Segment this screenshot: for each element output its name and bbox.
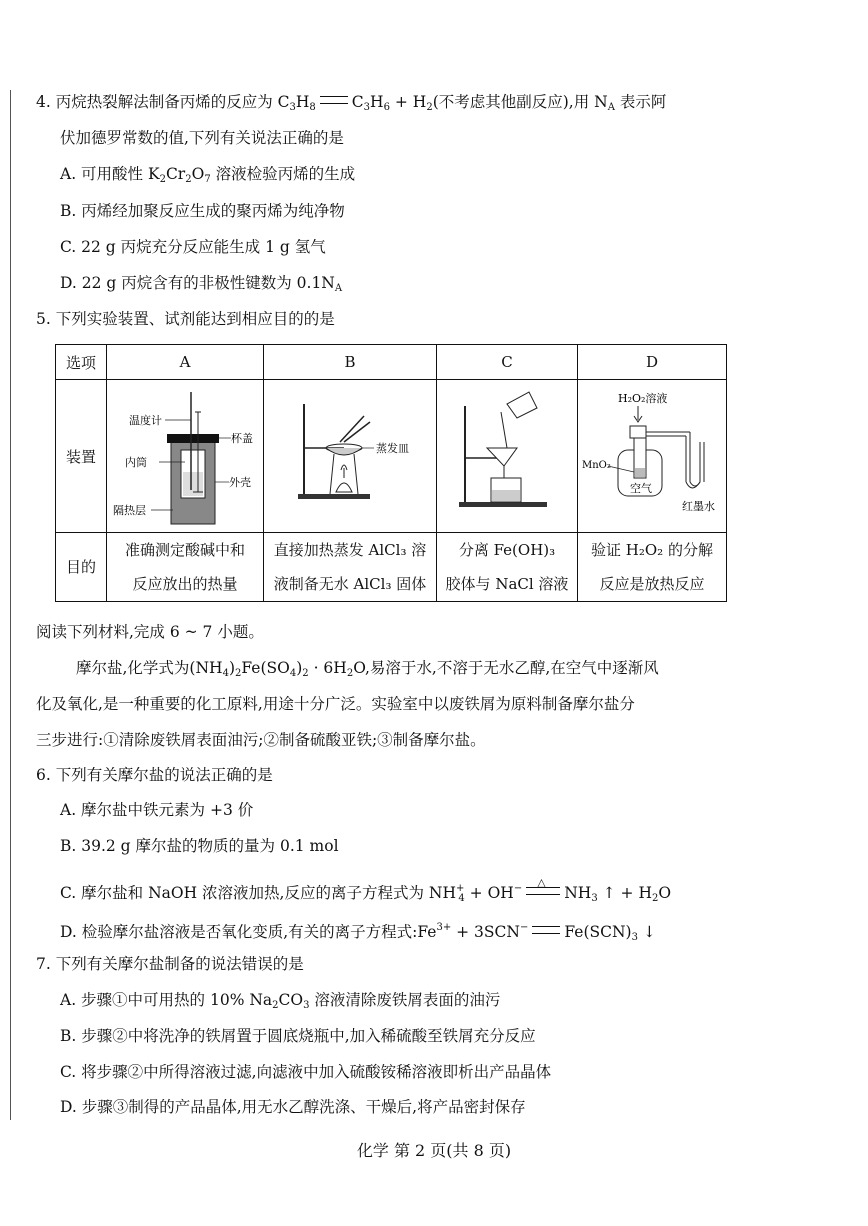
q4-stem-text-3: 表示阿: [614, 93, 667, 111]
q7-option-a[interactable]: [60, 990, 500, 1016]
row-label: 目的: [56, 533, 107, 602]
subscript: 8: [309, 102, 316, 113]
heat-symbol: △: [537, 876, 546, 889]
superscript: −: [519, 922, 529, 933]
purpose-a: [107, 533, 264, 602]
apparatus-a: [107, 380, 264, 533]
formula-part: O: [191, 165, 205, 183]
purpose-row: [56, 533, 727, 602]
reading-paragraph-line1: [76, 658, 659, 684]
subscript: 2: [651, 893, 659, 904]
subscript: 2: [426, 102, 433, 113]
subscript: 2: [185, 174, 192, 185]
formula-part: NH: [564, 884, 592, 902]
subscript: 4: [289, 668, 297, 679]
apparatus-row: [56, 380, 727, 533]
label-inner-cup: 内筒: [125, 456, 147, 469]
q4-stem-text: 4. 丙烷热裂解法制备丙烯的反应为 C: [36, 93, 290, 111]
q7-option-c[interactable]: C. 将步骤②中所得溶液过滤,向滤液中加入硫酸铵稀溶液即析出产品晶体: [60, 1063, 552, 1081]
label-mno2: MnO₂: [582, 460, 611, 471]
purpose-line: 验证 H₂O₂ 的分解: [591, 541, 713, 559]
purpose-line: 直接加热蒸发 AlCl₃ 溶: [273, 541, 427, 559]
equal-sign: [320, 96, 348, 104]
heating-equal-sign: [526, 876, 560, 895]
q6-option-b[interactable]: B. 39.2 g 摩尔盐的物质的量为 0.1 mol: [60, 837, 339, 855]
formula-part: H: [370, 93, 384, 111]
purpose-b: [264, 533, 437, 602]
subscript: 2: [346, 668, 354, 679]
superscript: +: [455, 883, 465, 894]
q4-option-a[interactable]: [60, 164, 355, 190]
page-footer: 化学 第 2 页(共 8 页): [356, 1141, 512, 1160]
subscript: 3: [591, 893, 598, 904]
q7-stem: 7. 下列有关摩尔盐制备的说法错误的是: [36, 955, 304, 973]
purpose-line: 液制备无水 AlCl₃ 固体: [273, 575, 427, 593]
paragraph-text: Fe(SO: [241, 659, 290, 677]
purpose-line: 准确测定酸碱中和: [124, 541, 245, 559]
option-text: D. 22 g 丙烷含有的非极性键数为 0.1N: [60, 274, 335, 292]
q7-option-d[interactable]: D. 步骤③制得的产品晶体,用无水乙醇洗涤、干燥后,将产品密封保存: [60, 1098, 526, 1116]
q7-option-b[interactable]: B. 步骤②中将洗净的铁屑置于圆底烧瓶中,加入稀硫酸至铁屑充分反应: [60, 1027, 536, 1045]
header-cell: B: [264, 345, 437, 380]
option-text: ↓: [637, 923, 656, 941]
option-text: ↑ + H: [597, 884, 652, 902]
q6-option-d[interactable]: [60, 918, 656, 948]
q4-stem-line2: 伏加德罗常数的值,下列有关说法正确的是: [60, 129, 344, 147]
evaporation-diagram: [264, 382, 436, 530]
q4-stem: [36, 92, 666, 118]
label-h2o2-solution: H₂O₂溶液: [618, 392, 668, 405]
paragraph-text: ): [228, 659, 235, 677]
option-text: + OH: [464, 884, 514, 902]
purpose-line: 反应是放热反应: [599, 575, 705, 593]
subscript: A: [607, 102, 615, 113]
q6-option-c[interactable]: [60, 876, 672, 909]
header-cell: D: [578, 345, 727, 380]
option-text: + 3SCN: [451, 923, 520, 941]
label-lid: 杯盖: [231, 432, 253, 445]
subscript: 2: [302, 668, 309, 679]
formula-part: Fe(SCN): [564, 923, 632, 941]
header-cell: 选项: [56, 345, 107, 380]
margin-line: [10, 90, 11, 1120]
formula-part: Cr: [165, 165, 186, 183]
purpose-d: [578, 533, 727, 602]
option-text: A. 步骤①中可用热的 10% Na: [60, 991, 273, 1009]
subscript: 6: [383, 102, 390, 113]
label-red-ink: 红墨水: [682, 500, 715, 513]
q4-option-b[interactable]: B. 丙烯经加聚反应生成的聚丙烯为纯净物: [60, 202, 345, 220]
reading-paragraph-line2: 化及氧化,是一种重要的化工原料,用途十分广泛。实验室中以废铁屑为原料制备摩尔盐分: [36, 695, 635, 713]
subscript: 2: [159, 174, 166, 185]
decomposition-diagram: [578, 382, 726, 530]
apparatus-d: [578, 380, 727, 533]
formula-part: CO: [278, 991, 304, 1009]
header-cell: C: [437, 345, 578, 380]
subscript: 7: [204, 174, 211, 185]
purpose-line: 反应放出的热量: [132, 575, 238, 593]
q5-stem: 5. 下列实验装置、试剂能达到相应目的的是: [36, 310, 335, 328]
filtration-diagram: [437, 382, 577, 530]
subscript: 2: [272, 1000, 279, 1011]
superscript: 3+: [436, 922, 452, 933]
paragraph-text: 摩尔盐,化学式为(NH: [76, 659, 223, 677]
option-text: D. 检验摩尔盐溶液是否氧化变质,有关的离子方程式:Fe: [60, 923, 437, 941]
label-insulation: 隔热层: [113, 504, 146, 517]
reading-intro: 阅读下列材料,完成 6 ~ 7 小题。: [36, 623, 264, 641]
reading-paragraph-line3: 三步进行:①清除废铁屑表面油污;②制备硫酸亚铁;③制备摩尔盐。: [36, 731, 486, 749]
equal-sign: [532, 926, 560, 934]
subscript: 3: [303, 1000, 310, 1011]
subscript: 3: [289, 102, 296, 113]
purpose-line: 分离 Fe(OH)₃: [458, 541, 556, 559]
q4-stem-text-2: (不考虑其他副反应),用 N: [432, 93, 608, 111]
subscript: 3: [631, 932, 638, 943]
subscript: 4: [222, 668, 229, 679]
row-label: 装置: [56, 380, 107, 533]
q4-option-c[interactable]: C. 22 g 丙烷充分反应能生成 1 g 氢气: [60, 238, 326, 256]
table-header-row: [56, 345, 727, 380]
apparatus-c: [437, 380, 578, 533]
formula-part: H: [295, 93, 310, 111]
paragraph-text: ): [296, 659, 303, 677]
purpose-c: [437, 533, 578, 602]
subscript: 3: [363, 102, 371, 113]
option-text: O: [658, 884, 672, 902]
option-text: 溶液检验丙烯的生成: [210, 165, 356, 183]
purpose-line: 胶体与 NaCl 溶液: [445, 575, 569, 593]
header-cell: A: [107, 345, 264, 380]
q6-option-a[interactable]: A. 摩尔盐中铁元素为 +3 价: [60, 801, 254, 819]
apparatus-b: [264, 380, 437, 533]
superscript: −: [513, 883, 523, 894]
option-text: C. 摩尔盐和 NaOH 浓溶液加热,反应的离子方程式为 NH: [60, 884, 456, 902]
label-thermometer: 温度计: [129, 414, 162, 427]
paragraph-text: O,易溶于水,不溶于无水乙醇,在空气中逐渐风: [353, 659, 659, 677]
experiment-table: [55, 344, 727, 602]
label-evaporating-dish: 蒸发皿: [376, 442, 409, 455]
formula-part: C: [351, 93, 364, 111]
calorimeter-diagram: [107, 382, 263, 530]
label-air: 空气: [630, 482, 652, 495]
subscript: A: [334, 283, 343, 294]
formula-part: + H: [394, 93, 427, 111]
label-outer-shell: 外壳: [229, 476, 251, 489]
subscript: 4: [458, 893, 465, 904]
paragraph-text: · 6H: [308, 659, 347, 677]
option-text: A. 可用酸性 K: [60, 165, 160, 183]
option-text: 溶液清除废铁屑表面的油污: [309, 991, 501, 1009]
q6-stem: 6. 下列有关摩尔盐的说法正确的是: [36, 766, 273, 784]
q4-option-d[interactable]: [60, 273, 342, 299]
subscript: 2: [235, 668, 242, 679]
